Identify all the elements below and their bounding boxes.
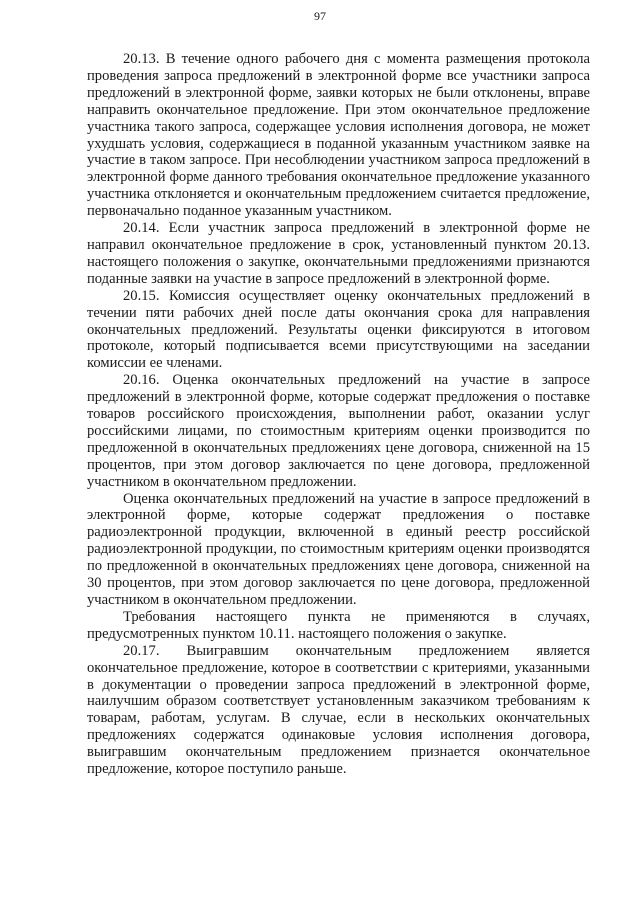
paragraph-20-15: 20.15. Комиссия осуществляет оценку окончательных предложений в течении пяти рабочих дней после даты окончания срока для направления окончательных предложений. Результаты оценки фиксируются в итоговом протоколе, который подписывается всеми присутствующими на заседании комиссии ее членами. (87, 287, 590, 372)
paragraph-20-16-exceptions: Требования настоящего пункта не применяются в случаях, предусмотренных пунктом 10.11. настоящего положения о закупке. (87, 608, 590, 642)
paragraph-20-14: 20.14. Если участник запроса предложений в электронной форме не направил окончательное предложение в срок, установленный пунктом 20.13. настоящего положения о закупке, окончательными предложениями признаются поданные заявки на участие в запросе предложений в электронной форме. (87, 220, 590, 287)
page-number: 97 (314, 9, 326, 23)
paragraph-20-17: 20.17. Выигравшим окончательным предложением является окончательное предложение, которое в соответствии с критериями, указанными в документации о проведении запроса предложений в электронной форме, наилучшим образом соответствует установленным заказчиком требованиям к товарам, работам, услугам. В случае, если в нескольких окончательных предложениях содержатся одинаковые условия исполнения договора, выигравшим окончательным предложением признается окончательное предложение, которое поступило раньше. (87, 642, 590, 778)
paragraph-20-13: 20.13. В течение одного рабочего дня с момента размещения протокола проведения запроса предложений в электронной форме все участники запроса предложений в электронной форме, заявки которых не были отклонены, вправе направить окончательное предложение. При этом окончательное предложение участника такого запроса, содержащее условия исполнения договора, не может ухудшать условия, содержащиеся в поданной указанным участником заявке на участие в таком запросе. При несоблюдении участником запроса предложений в электронной форме данного требования окончательное предложение указанного участника отклоняется и окончательным предложением считается предложение, первоначально поданное указанным участником. (87, 51, 590, 220)
document-body (87, 51, 590, 778)
paragraph-20-16: 20.16. Оценка окончательных предложений на участие в запросе предложений в электронной форме, которые содержат предложения о поставке товаров российского происхождения, выполнении работ, оказании услуг российскими лицами, по стоимостным критериям оценки производится по предложенной в окончательных предложениях цене договора, сниженной на 15 процентов, при этом договор заключается по цене договора, предложенной участником в окончательном предложении. (87, 372, 590, 490)
paragraph-20-16-radioelectronic: Оценка окончательных предложений на участие в запросе предложений в электронной форме, которые содержат предложения о поставке радиоэлектронной продукции, включенной в единый реестр российской радиоэлектронной продукции, по стоимостным критериям оценки производятся по предложенной в окончательных предложениях цене договора, сниженной на 30 процентов, при этом договор заключается по цене договора, предложенной участником в окончательном предложении. (87, 490, 590, 608)
